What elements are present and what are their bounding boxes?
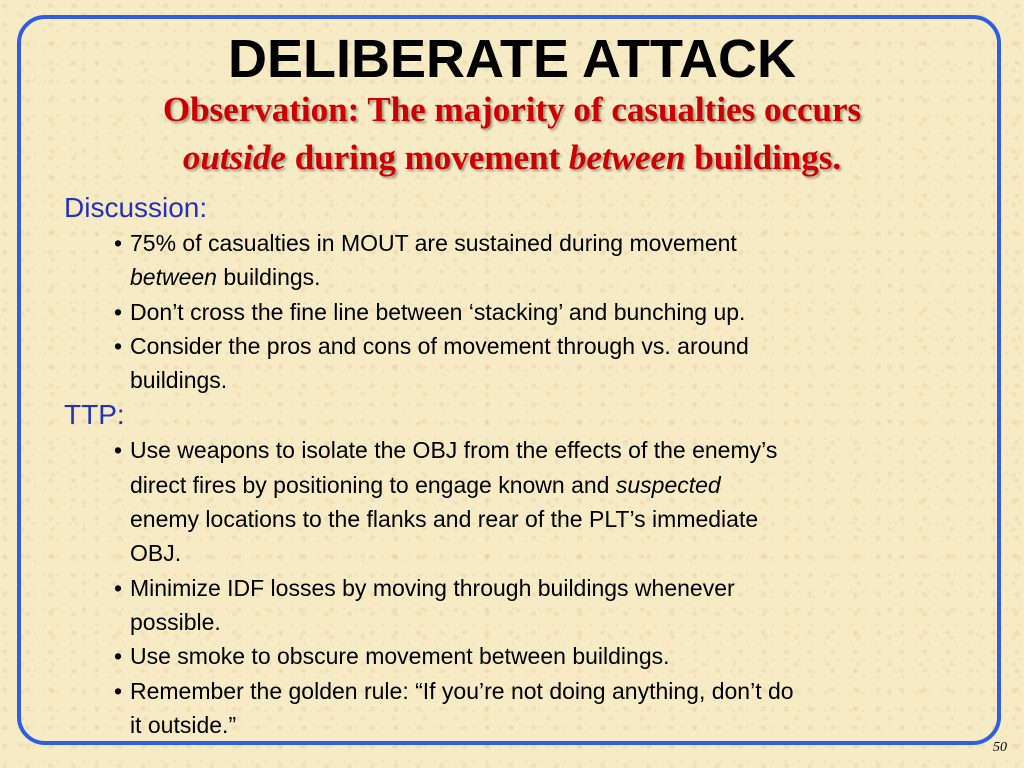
bullet-icon: • [114,332,123,359]
list-item-text: possible. [130,608,221,635]
list-item-text: Consider the pros and cons of movement through vs. around [130,332,749,359]
list-item-text: Minimize IDF losses by moving through buildings whenever [130,574,735,601]
bullet-icon: • [114,437,123,464]
slide-title: DELIBERATE ATTACK [228,29,796,89]
list-item-text [130,260,964,294]
list-item [114,433,964,570]
bullet-icon: • [114,643,123,670]
list-item-text: Use weapons to isolate the OBJ from the effects of the enemy’s [130,437,778,464]
bullet-icon: • [114,677,123,704]
list-item-text: enemy locations to the flanks and rear of the PLT’s immediate [130,506,759,533]
list-item [114,674,964,743]
observation-line-2-mid: during movement [285,138,569,177]
list-item-text: it outside.” [130,711,237,738]
list-item-text: Remember the golden rule: “If you’re not doing anything, don’t do [130,677,794,704]
list-item [114,329,964,398]
observation-emphasis-outside: outside [182,138,286,177]
emphasis-suspected: suspected [615,471,721,498]
list-item-text [130,468,964,502]
observation-line-2 [0,134,1024,182]
list-item-text: Use smoke to obscure movement between buildings. [130,643,670,670]
list-item-text: Don’t cross the fine line between ‘stacking’ and bunching up. [130,298,746,325]
bullet-icon: • [114,298,123,325]
list-item-text: buildings. [130,367,228,394]
list-item [114,226,964,295]
slide-content [64,190,964,742]
page-number: 50 [993,740,1007,755]
list-item-text: 75% of casualties in MOUT are sustained during movement [130,230,737,256]
list-item-text-start: direct fires by positioning to engage known and [130,471,616,498]
list-item [114,295,964,329]
observation-line-1: Observation: The majority of casualties occurs [162,90,862,129]
bullet-icon: • [114,230,123,256]
bullet-icon: • [114,574,123,601]
list-item [114,639,964,673]
list-item-text-rest: buildings. [216,264,321,291]
observation-line-2-end: buildings. [685,138,842,177]
discussion-heading: Discussion: [64,192,208,223]
list-item [114,571,964,640]
ttp-heading: TTP: [64,399,125,431]
discussion-list [64,226,964,397]
ttp-list [64,433,964,742]
emphasis-between: between [130,264,217,291]
observation-emphasis-between: between [568,138,686,177]
list-item-text: OBJ. [130,540,182,567]
observation-statement [0,86,1024,182]
